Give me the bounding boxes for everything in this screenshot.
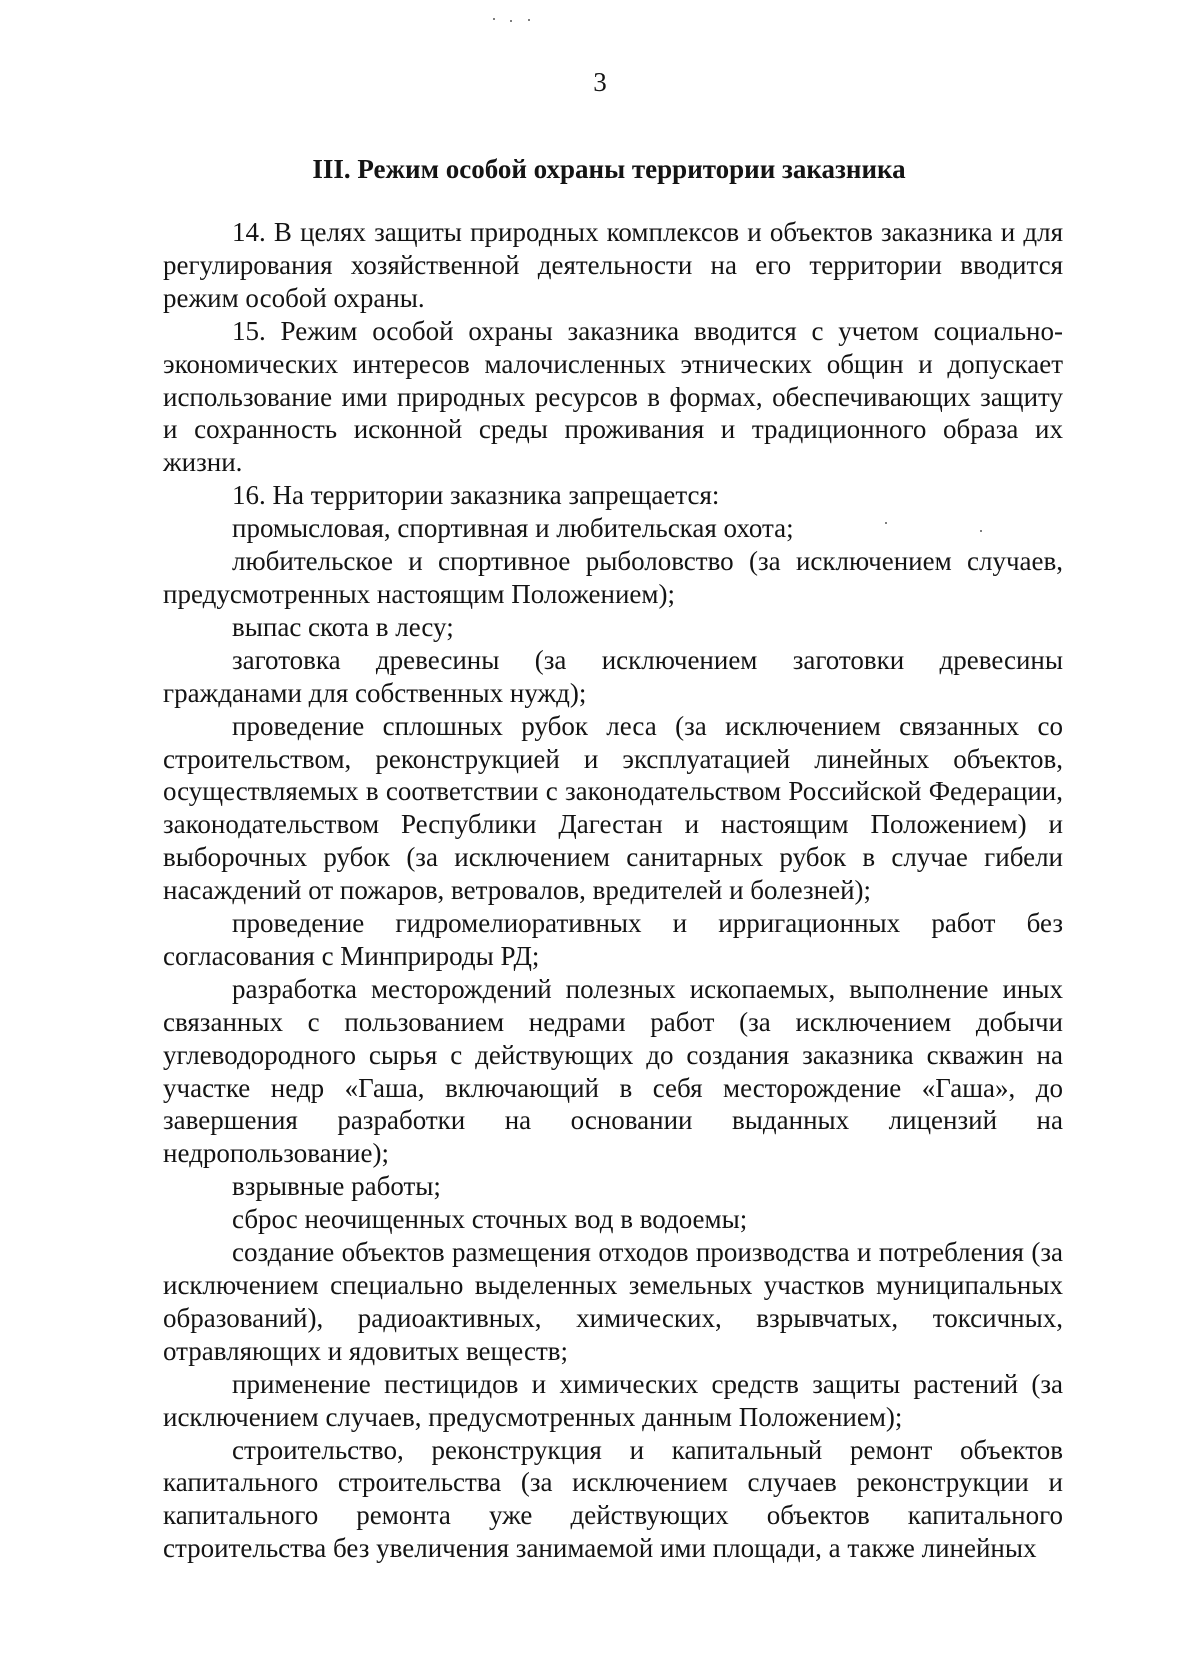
scan-speck <box>493 18 495 20</box>
list-item: любительское и спортивное рыболовство (за исключением случаев, предусмотренных настоящим Положением); <box>163 546 1063 609</box>
paragraph: 16. На территории заказника запрещается: <box>232 480 720 511</box>
list-item: создание объектов размещения отходов производства и потребления (за исключением специально выделенных земельных участков муниципальных образований), радиоактивных, химических, взрывчатых, токсичных, отравляющих и ядовитых веществ; <box>163 1237 1063 1366</box>
list-item: промысловая, спортивная и любительская охота; <box>232 513 794 544</box>
list-item: применение пестицидов и химических средств защиты растений (за исключением случаев, предусмотренных данным Положением); <box>163 1368 1063 1432</box>
document-body <box>163 216 1063 1565</box>
scan-speck <box>528 19 530 21</box>
list-item: разработка месторождений полезных ископаемых, выполнение иных связанных с пользованием недрами работ (за исключением добычи углеводородного сырья с действующих до создания заказника скважин на участке недр «Гаша, включающий в себя месторождение «Гаша», до завершения разработки на основании выданных лицензий на недропользование); <box>163 973 1063 1169</box>
scan-speck <box>510 20 512 22</box>
list-item: взрывные работы; <box>232 1171 441 1202</box>
paragraph: 14. В целях защиты природных комплексов и объектов заказника и для регулирования хозяйственной деятельности на его территории вводится режим особой охраны. <box>163 217 1063 313</box>
list-item: проведение гидромелиоративных и ирригационных работ без согласования с Минприроды РД; <box>163 908 1063 971</box>
list-item: сброс неочищенных сточных вод в водоемы; <box>232 1204 748 1235</box>
page-number: 3 <box>593 67 607 97</box>
list-item: выпас скота в лесу; <box>232 611 454 642</box>
list-item: заготовка древесины (за исключением заготовки древесины гражданами для собственных нужд); <box>163 644 1063 708</box>
list-item: проведение сплошных рубок леса (за исключением связанных со строительством, реконструкцией и эксплуатацией линейных объектов, осуществляемых в соответствии с законодательством Российской Федерации, законодательством Республики Дагестан и настоящим Положением) и выборочных рубок (за исключением санитарных рубок в случае гибели насаждений от пожаров, ветровалов, вредителей и болезней); <box>163 710 1063 906</box>
paragraph: 15. Режим особой охраны заказника вводится с учетом социально-экономических интересов малочисленных этнических общин и допускает использование ими природных ресурсов в формах, обеспечивающих защиту и сохранность исконной среды проживания и традиционного образа их жизни. <box>163 315 1063 478</box>
section-title: III. Режим особой охраны территории заказника <box>312 154 906 184</box>
list-item: строительство, реконструкция и капитальный ремонт объектов капитального строительства (за исключением случаев реконструкции и капитального ремонта уже действующих объектов капитального строительства без увеличения занимаемой ими площади, а также линейных <box>163 1434 1063 1564</box>
